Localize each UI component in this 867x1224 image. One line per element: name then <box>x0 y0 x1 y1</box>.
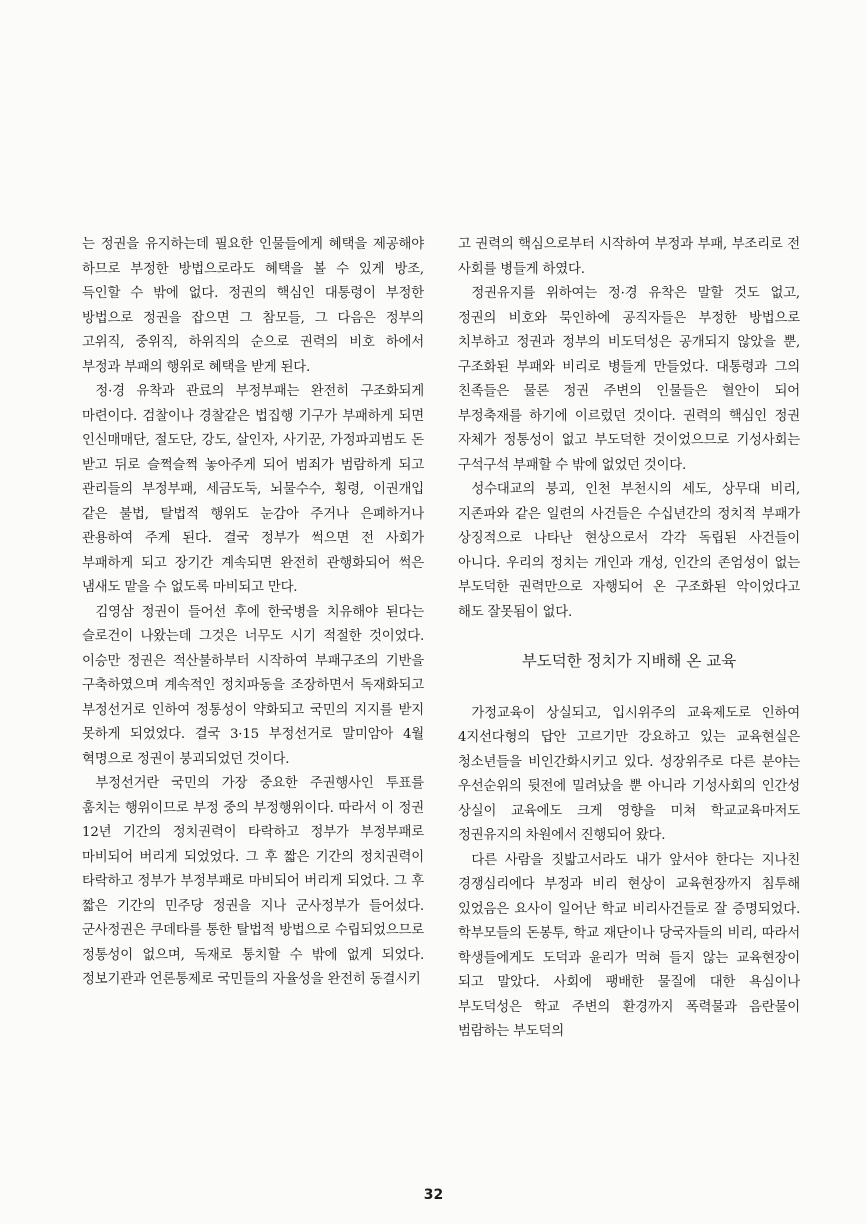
left-column <box>82 233 424 993</box>
paragraph: 는 정권을 유지하는데 필요한 인물들에게 혜택을 제공해야 하므로 부정한 방법으로라도 혜택을 볼 수 있게 방조, 득인할 수 밖에 없다. 정권의 핵심인 대통령이 부정한 방법으로 정권을 잡으면 그 참모들, 그 다음은 정부의 고위직, 중위직, 하위직의 순으로 권력의 비호 하에서 부정과 부패의 행위로 혜택을 받게 된다. <box>82 237 424 375</box>
paragraph: 성수대교의 붕괴, 인천 부천시의 세도, 상무대 비리, 지존파와 같은 일련의 사건들은 수십년간의 정치적 부패가 상징적으로 나타난 현상으로서 각각 독립된 사건들이 아니다. 우리의 정치는 개인과 개성, 인간의 존엄성이 없는 부도덕한 권력만으로 자행되어 온 구조화된 악이었다고 해도 잘못됨이 없다. <box>458 482 800 620</box>
paragraph: 정권유지를 위하여는 정·경 유착은 말할 것도 없고, 정권의 비호와 묵인하에 공직자들은 부정한 방법으로 치부하고 정권과 정부의 비도덕성은 공개되지 않았을 뿐, 구조화된 부패와 비리로 병들게 만들었다. 대통령과 그의 친족들은 물론 정권 주변의 인물들은 혈안이 되어 부정축재를 하기에 이르렀던 것이다. 권력의 핵심인 정권 자체가 정통성이 없고 부도덕한 것이었으므로 기성사회는 구석구석 부패할 수 밖에 없었던 것이다. <box>458 286 800 473</box>
right-column <box>458 233 800 1045</box>
paragraph: 가정교육이 상실되고, 입시위주의 교육제도로 인하여 4지선다형의 답안 고르기만 강요하고 있는 교육현실은 청소년들을 비인간화시키고 있다. 성장위주로 다른 분야는 우선순위의 뒷전에 밀려났을 뿐 아니라 기성사회의 인간성 상실이 교육에도 크게 영향을 미쳐 학교교육마저도 정권유지의 차원에서 진행되어 왔다. <box>458 705 800 843</box>
paragraph: 정·경 유착과 관료의 부정부패는 완전히 구조화되게 마련이다. 검찰이나 경찰같은 법집행 기구가 부패하게 되면 인신매매단, 절도단, 강도, 살인자, 사기꾼, 가정파괴범도 돈 받고 뒤로 슬쩍슬쩍 놓아주게 되어 범죄가 범람하게 되고 관리들의 부정부패, 세금도둑, 뇌물수수, 횡령, 이권개입 같은 불법, 탈법적 행위도 눈감아 주거나 은폐하거나 관용하여 주게 된다. 결국 정부가 썩으면 전 사회가 부패하게 되고 장기간 계속되면 완전히 관행화되어 썩은 냄새도 맡을 수 없도록 마비되고 만다. <box>82 384 424 595</box>
paragraph: 부정선거란 국민의 가장 중요한 주권행사인 투표를 훔치는 행위이므로 부정 중의 부정행위이다. 따라서 이 정권 12년 기간의 정치권력이 타락하고 정부가 부정부패로 마비되어 버리게 되었었다. 그 후 짧은 기간의 정치권력이 타락하고 정부가 부정부패로 마비되어 버리게 되었다. 그 후 짧은 기간의 민주당 정권을 지나 군사정부가 들어섰다. 군사정권은 쿠데타를 통한 탈법적 방법으로 수립되었으므로 정통성이 없으며, 독재로 통치할 수 밖에 없게 되었다. 정보기관과 언론통제로 국민들의 자율성을 완전히 동결시키 <box>82 776 424 987</box>
paragraph: 김영삼 정권이 들어선 후에 한국병을 치유해야 된다는 슬로건이 나왔는데 그것은 너무도 시기 적절한 것이었다. 이승만 정권은 적산불하부터 시작하여 부패구조의 기반을 구축하였으며 계속적인 정치파동을 조장하면서 독재화되고 부정선거로 인하여 정통성이 약화되고 국민의 지지를 받지 못하게 되었었다. 결국 3·15 부정선거로 말미암아 4월 혁명으로 정권이 붕괴되었던 것이다. <box>82 604 424 767</box>
paragraph: 고 권력의 핵심으로부터 시작하여 부정과 부패, 부조리로 전 사회를 병들게 하였다. <box>458 237 800 277</box>
page-number: 32 <box>423 1187 444 1203</box>
section-heading: 부도덕한 정치가 지배해 온 교육 <box>521 652 737 670</box>
paragraph: 다른 사람을 짓밟고서라도 내가 앞서야 한다는 지나친 경쟁심리에다 부정과 비리 현상이 교육현장까지 침투해 있었음은 요사이 일어난 학교 비리사건들로 잘 증명되었다. 학부모들의 돈봉투, 학교 재단이나 당국자들의 비리, 따라서 학생들에게도 도덕과 윤리가 먹혀 들지 않는 교육현장이 되고 말았다. 사회에 팽배한 물질에 대한 욕심이나 부도덕성은 학교 주변의 환경까지 폭력물과 음란물이 범람하는 부도덕의 <box>458 852 801 1039</box>
